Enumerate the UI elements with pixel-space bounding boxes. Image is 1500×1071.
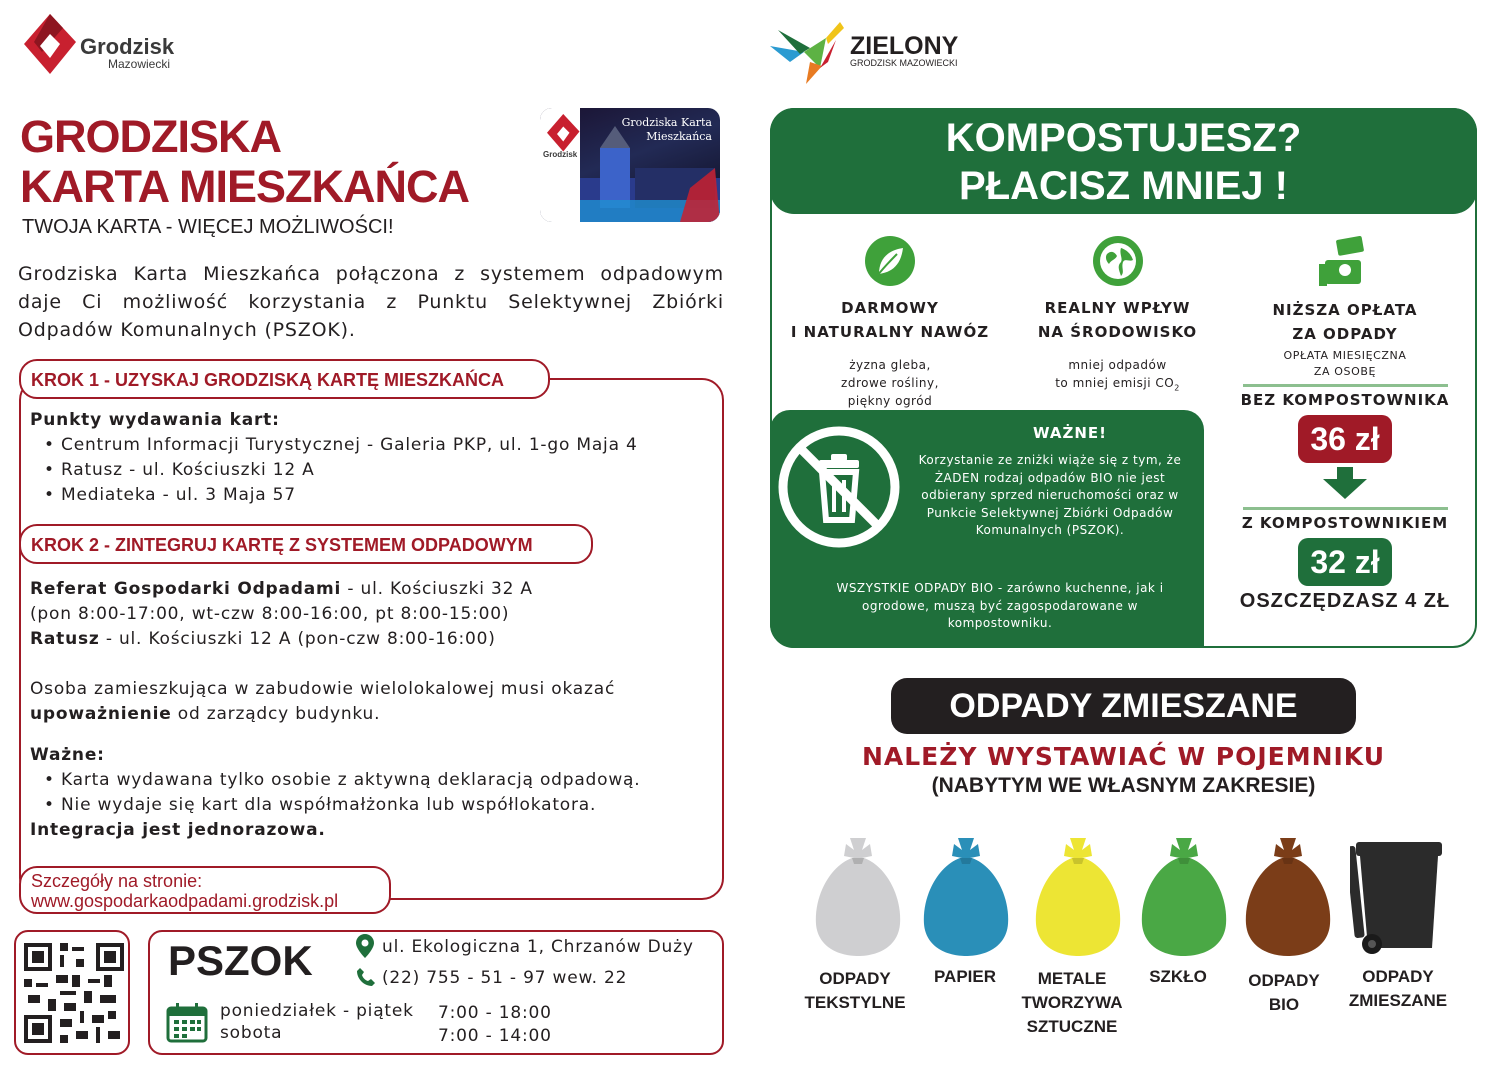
details-pill — [19, 866, 391, 914]
globe-icon — [1093, 236, 1143, 286]
waste-bag-icon — [810, 836, 906, 958]
title-line-1: GRODZISKA — [20, 111, 281, 162]
qr-code-icon[interactable] — [24, 943, 124, 1043]
referat-hours: (pon 8:00-17:00, wt-czw 8:00-16:00, pt 8:00-15:00) — [30, 604, 510, 624]
fee-column — [1230, 348, 1460, 613]
wazne-text-2: WSZYSTKIE ODPADY BIO - zarówno kuchenne, jak i ogrodowe, muszą być zagospodarowane w kompostowniku. — [836, 581, 1164, 630]
page-title — [20, 112, 469, 212]
mixed-waste-title: ODPADY ZMIESZANE — [891, 678, 1356, 734]
pszok-days: poniedziałek - piątek sobota — [220, 1001, 414, 1043]
without-composter-label: BEZ KOMPOSTOWNIKA — [1240, 391, 1450, 409]
compost-header — [770, 108, 1477, 214]
intro-paragraph: Grodziska Karta Mieszkańca połączona z systemem odpadowym daje Ci możliwość korzystania z Punktu Selektywnej Zbiórki Odpadów Komunalnych (PSZOK). — [18, 263, 724, 341]
wazne-heading: Ważne: — [30, 745, 105, 765]
details-link[interactable]: www.gospodarkaodpadami.grodzisk.pl — [31, 891, 339, 911]
referat-line: Referat Gospodarki Odpadami - ul. Kościuszki 32 A — [30, 579, 533, 599]
step-1-pill: KROK 1 - UZYSKAJ GRODZISKĄ KARTĘ MIESZKAŃCA — [19, 359, 550, 399]
waste-bin-icon — [1350, 836, 1446, 958]
fee-small-label: OPŁATA MIESIĘCZNA ZA OSOBĘ — [1283, 349, 1407, 378]
point-item: • Mediateka - ul. 3 Maja 57 — [30, 483, 720, 508]
mixed-instruction: NALEŻY WYSTAWIAĆ W POJEMNIKU — [861, 742, 1386, 771]
ratusz-line: Ratusz - ul. Kościuszki 12 A (pon-czw 8:00-16:00) — [30, 629, 496, 649]
wazne-item: • Karta wydawana tylko osobie z aktywną deklaracją odpadową. — [30, 768, 720, 793]
point-item: • Centrum Informacji Turystycznej - Galeria PKP, ul. 1-go Maja 4 — [30, 433, 720, 458]
step-2-section — [30, 577, 720, 843]
zielony-bird-icon — [770, 18, 846, 86]
waste-bag-icon — [1030, 836, 1126, 958]
pszok-address: ul. Ekologiczna 1, Chrzanów Duży — [382, 937, 694, 957]
resident-card-image — [540, 108, 720, 222]
bin-label: METALE TWORZYWA SZTUCZNE — [1021, 969, 1123, 1036]
money-hand-icon — [1319, 236, 1371, 288]
points-section — [30, 408, 720, 508]
page-subtitle: TWOJA KARTA - WIĘCEJ MOŻLIWOŚCI! — [22, 216, 394, 238]
feature-lower-fee: NIŻSZA OPŁATA ZA ODPADY — [1235, 236, 1455, 346]
bin-label: ODPADY ZMIESZANE — [1348, 967, 1448, 1010]
qr-box — [14, 930, 130, 1055]
mixed-instruction-sub: (NABYTYM WE WŁASNYM ZAKRESIE) — [931, 774, 1316, 797]
grodzisk-logo — [20, 14, 210, 78]
price-with: 32 zł — [1298, 538, 1391, 586]
details-label: Szczegóły na stronie: — [31, 871, 203, 891]
step-2-pill: KROK 2 - ZINTEGRUJ KARTĘ Z SYSTEMEM ODPADOWYM — [19, 524, 593, 564]
compost-head-2: PŁACISZ MNIEJ ! — [959, 164, 1288, 208]
waste-bag-icon — [1240, 836, 1336, 958]
grodzisk-diamond-icon — [20, 14, 76, 78]
zielony-name: ZIELONY — [850, 32, 959, 60]
wazne-title: WAŻNE! — [1033, 424, 1107, 442]
logo-name: Grodzisk — [80, 34, 175, 59]
savings-label: OSZCZĘDZASZ 4 ZŁ — [1239, 590, 1451, 612]
logo-sub: Mazowiecki — [108, 57, 171, 71]
with-composter-label: Z KOMPOSTOWNIKIEM — [1241, 514, 1449, 532]
zielony-logo — [770, 18, 990, 88]
card-title: Grodziska Karta Mieszkańca — [621, 116, 712, 143]
point-item: • Ratusz - ul. Kościuszki 12 A — [30, 458, 720, 483]
osoba-line-2: upoważnienie od zarządcy budynku. — [30, 704, 381, 724]
waste-bag-icon — [1136, 836, 1232, 958]
location-pin-icon — [356, 934, 374, 958]
divider — [1243, 507, 1448, 510]
pszok-phone: (22) 755 - 51 - 97 wew. 22 — [382, 968, 628, 988]
zielony-sub: GRODZISK MAZOWIECKI — [850, 58, 958, 68]
title-line-2: KARTA MIESZKAŃCA — [20, 161, 469, 212]
bin-label: ODPADY BIO — [1248, 971, 1320, 1014]
leaf-icon — [865, 236, 915, 286]
wazne-text: Korzystanie ze zniżki wiąże się z tym, że ŻADEN rodzaj odpadów BIO nie jest odbierany sprzed nieruchomości oraz w Punkcie Selektywnej Zbiórki Odpadów Komunalnych (PSZOK). — [918, 453, 1182, 537]
pszok-hours: 7:00 - 18:00 7:00 - 14:00 — [438, 1003, 552, 1046]
wazne-item: • Nie wydaje się kart dla współmałżonka lub współlokatora. — [30, 793, 720, 818]
divider — [1243, 384, 1448, 387]
feature-environment: REALNY WPŁYW NA ŚRODOWISKO mniej odpadów to mniej emisji $CO_2$ — [1010, 236, 1225, 397]
calendar-icon — [166, 1003, 208, 1043]
integracja-note: Integracja jest jednorazowa. — [30, 820, 326, 840]
osoba-line-1: Osoba zamieszkująca w zabudowie wielolokalowej musi okazać — [30, 679, 616, 699]
price-without: 36 zł — [1298, 415, 1391, 463]
compost-head-1: KOMPOSTUJESZ? — [945, 116, 1302, 160]
points-heading: Punkty wydawania kart: — [30, 410, 280, 430]
bin-label: SZKŁO — [1149, 967, 1207, 986]
waste-bag-icon — [918, 836, 1014, 958]
no-bin-icon — [776, 424, 902, 550]
pszok-title: PSZOK — [168, 937, 313, 984]
wazne-box — [770, 410, 1204, 648]
phone-icon — [356, 967, 376, 987]
bin-label: PAPIER — [933, 967, 997, 986]
arrow-down-icon — [1323, 467, 1367, 499]
bin-label: ODPADY TEKSTYLNE — [804, 969, 906, 1012]
card-logo-label: Grodzisk — [543, 150, 578, 159]
feature-fertilizer: DARMOWY I NATURALNY NAWÓZ żyzna gleba, zdrowe rośliny, piękny ogród — [780, 236, 1000, 410]
